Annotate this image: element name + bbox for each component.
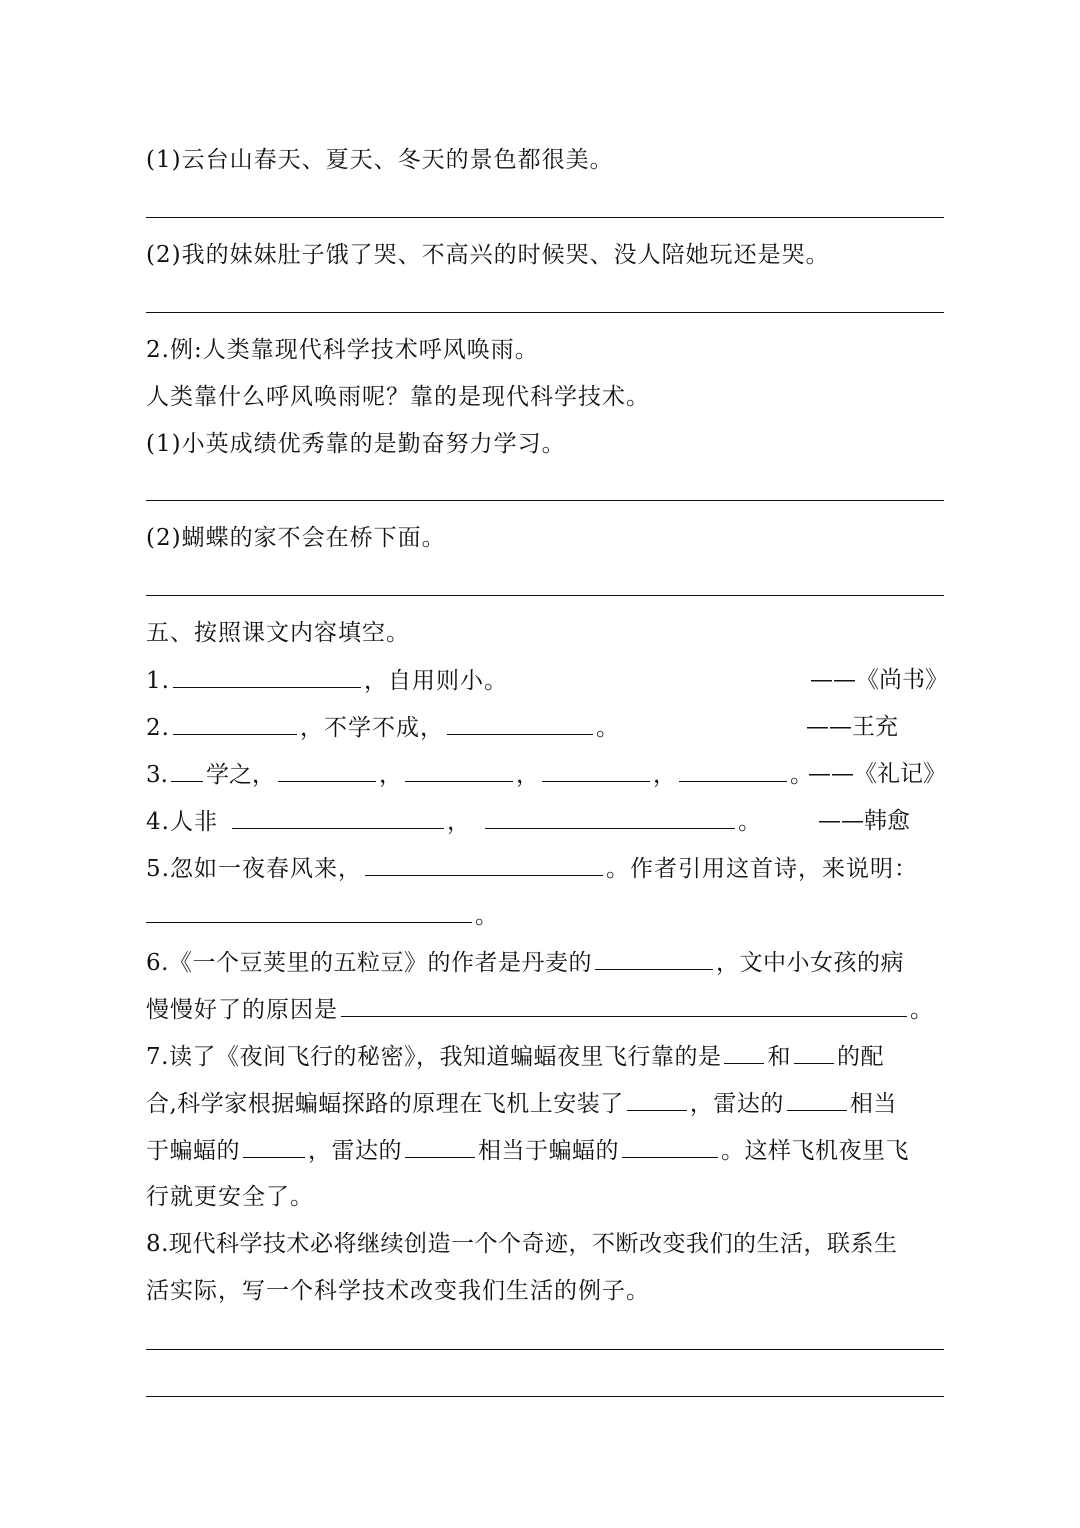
fill-item-5	[146, 853, 918, 884]
fill-item-8-line2: 活实际，写一个科学技术改变我们生活的例子。	[146, 1278, 650, 1304]
fill-item-2	[146, 712, 620, 743]
blank[interactable]	[173, 712, 297, 735]
item-text: ，	[378, 762, 402, 788]
item-text: ，雷达的	[689, 1091, 784, 1117]
fill-item-1	[146, 665, 508, 696]
source-attribution: ——《尚书》	[810, 667, 948, 693]
item-number: 3.	[146, 762, 168, 788]
item-text: 。作者引用这首诗，来说明：	[605, 856, 918, 882]
item-text: ，雷达的	[308, 1138, 402, 1164]
item-text: 相当于蝙蝠的	[478, 1138, 619, 1164]
item-text: 。这样飞机夜里飞	[721, 1138, 909, 1164]
example-text: 人类靠什么呼风唤雨呢？靠的是现代科学技术。	[146, 384, 650, 410]
blank[interactable]	[365, 853, 603, 876]
answer-line[interactable]	[146, 312, 944, 313]
blank[interactable]	[341, 994, 907, 1017]
item-text: 。	[475, 903, 499, 929]
item-text: ，自用则小。	[363, 668, 508, 694]
blank[interactable]	[447, 712, 593, 735]
item-text: 。	[789, 762, 813, 788]
item-number: 1.	[146, 668, 170, 694]
answer-line[interactable]	[146, 1349, 944, 1350]
item-text: ，	[515, 762, 539, 788]
item-text: ，	[446, 809, 471, 835]
question-text: (1)云台山春天、夏天、冬天的景色都很美。	[146, 147, 614, 173]
blank[interactable]	[485, 806, 735, 829]
section-title: 五、按照课文内容填空。	[146, 620, 410, 646]
blank[interactable]	[146, 900, 472, 923]
blank[interactable]	[622, 1135, 718, 1158]
item-text: 。	[595, 715, 620, 741]
item-text: ，	[652, 762, 676, 788]
blank[interactable]	[724, 1041, 764, 1064]
item-text: 。	[737, 809, 762, 835]
fill-item-6-cont	[146, 994, 934, 1025]
blank[interactable]	[787, 1088, 847, 1111]
item-text: 慢慢好了的原因是	[146, 997, 338, 1023]
blank[interactable]	[243, 1135, 305, 1158]
item-text: 。	[910, 997, 934, 1023]
item-number: 4.	[146, 809, 170, 835]
blank[interactable]	[679, 759, 787, 782]
source-attribution: ——王充	[806, 714, 898, 740]
item-text: 于蝙蝠的	[146, 1138, 240, 1164]
blank[interactable]	[405, 1135, 475, 1158]
source-attribution: ——《礼记》	[808, 761, 946, 787]
item-text: 合,科学家根据蝙蝠探路的原理在飞机上安装了	[146, 1091, 624, 1117]
item-text: 6.《一个豆荚里的五粒豆》的作者是丹麦的	[146, 950, 592, 976]
item-text: 5.忽如一夜春风来，	[146, 856, 362, 882]
item-number: 2.	[146, 715, 170, 741]
item-text: 相当	[849, 1091, 897, 1117]
fill-item-5-cont	[146, 900, 499, 931]
item-text: 的配	[836, 1044, 884, 1070]
item-text: ，不学不成，	[299, 715, 444, 741]
item-text: ，文中小女孩的病	[715, 950, 904, 976]
answer-line[interactable]	[146, 595, 944, 596]
fill-item-3	[146, 759, 813, 790]
item-text: 7.读了《夜间飞行的秘密》，我知道蝙蝠夜里飞行靠的是	[146, 1044, 722, 1070]
fill-item-7-line4: 行就更安全了。	[146, 1184, 314, 1210]
answer-line[interactable]	[146, 217, 944, 218]
question-text: (2)蝴蝶的家不会在桥下面。	[146, 525, 446, 551]
fill-item-7-line2	[146, 1088, 897, 1119]
blank[interactable]	[278, 759, 376, 782]
fill-item-7-line3	[146, 1135, 909, 1166]
item-text: 学之，	[205, 762, 275, 788]
fill-item-6	[146, 947, 904, 978]
blank[interactable]	[794, 1041, 834, 1064]
question-text: (1)小英成绩优秀靠的是勤奋努力学习。	[146, 431, 566, 457]
fill-item-7	[146, 1041, 884, 1072]
answer-line[interactable]	[146, 500, 944, 501]
blank[interactable]	[595, 947, 713, 970]
blank[interactable]	[405, 759, 513, 782]
blank[interactable]	[627, 1088, 687, 1111]
question-text: (2)我的妹妹肚子饿了哭、不高兴的时候哭、没人陪她玩还是哭。	[146, 242, 830, 268]
blank[interactable]	[542, 759, 650, 782]
blank[interactable]	[171, 759, 203, 782]
fill-item-8: 8.现代科学技术必将继续创造一个个奇迹，不断改变我们的生活，联系生	[146, 1231, 898, 1257]
item-text: 和	[767, 1044, 791, 1070]
fill-item-4	[146, 806, 762, 837]
source-attribution: ——韩愈	[818, 808, 910, 834]
answer-line[interactable]	[146, 1396, 944, 1397]
question-heading: 2.例:人类靠现代科学技术呼风唤雨。	[146, 337, 539, 363]
item-text: 人非	[169, 809, 218, 835]
blank[interactable]	[232, 806, 444, 829]
blank[interactable]	[173, 665, 361, 688]
